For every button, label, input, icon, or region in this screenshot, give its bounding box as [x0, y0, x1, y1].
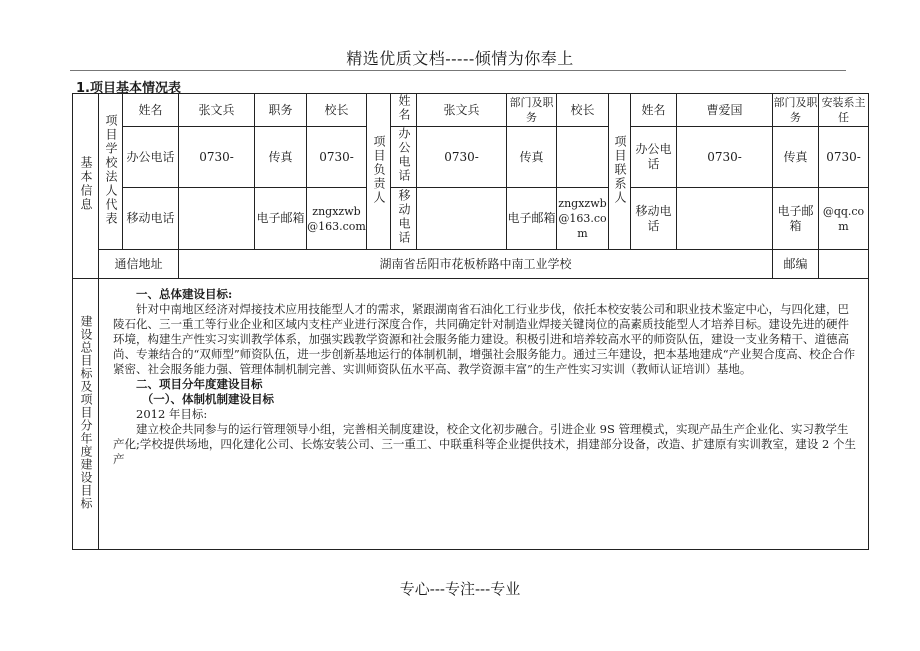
- contact-dept-job: 安装系主任: [819, 94, 869, 127]
- legal-rep-label: 项目学校法人代表: [104, 113, 118, 226]
- leader-label-cell: [367, 94, 391, 250]
- goal-year-2012-text: 建立校企共同参与的运行管理领导小组，完善相关制度建设，校企文化初步融合。引进企业 9S 管理模式，实现产品生产企业化、实习教学生产化;学校提供场地，四化建化公司、长炼安装公司、三一重工、中联重科等企业提供技术，捐建部分设备，改造、扩建原有实训教室，建设 2 个生产: [113, 422, 856, 466]
- fax-label: 传真: [255, 127, 307, 188]
- page-header: 精选优质文档-----倾情为你奉上: [346, 49, 574, 68]
- goal-year-2012-heading: 2012 年目标:: [136, 407, 208, 421]
- legal-rep-label-cell: [99, 94, 123, 250]
- address-value: 湖南省岳阳市花板桥路中南工业学校: [179, 250, 773, 279]
- contact-dept-job-label: 部门及职务: [773, 94, 819, 127]
- address-label: 通信地址: [99, 250, 179, 279]
- contact-label-cell: [609, 94, 631, 250]
- mobile-label: 移动电话: [123, 188, 179, 250]
- leader-office-phone-label: 办公电话: [391, 127, 417, 188]
- goal-overall-text: 针对中南地区经济对焊接技术应用技能型人才的需求，紧跟湖南省石油化工行业步伐，依托本校安装公司和职业技术鉴定中心，与四化建，巴陵石化、三一重工等行业企业和区域内支柱产业进行深度合作，共同确定针对制造业焊接关键岗位的高素质技能型人才培养目标。建设先进的硬件环境，构建生产性实习实训教学体系，加强实践教学资源和社会服务能力建设。积极引进和培养较高水平的师资队伍，建设一支业务精干、道德高尚、专兼结合的“双师型”师资队伍，进一步创新基地运行的体制机制，增强社会服务能力。通过三年建设，把本基地建成“产业契合度高、校企合作紧密、社会服务能力强、管理体制机制完善、实训师资队伍水平高、教学资源丰富”的生产性实习实训（教师认证培训）基地。: [113, 302, 856, 376]
- goal-heading-mechanism: （一）、体制机制建设目标: [141, 392, 274, 406]
- job-label: 职务: [255, 94, 307, 127]
- contact-office-phone-label: 办公电话: [631, 127, 677, 188]
- contact-label: 项目联系人: [613, 134, 627, 205]
- goal-heading-overall: 一、总体建设目标:: [136, 287, 233, 301]
- legal-rep-job: 校长: [307, 94, 367, 127]
- basic-info-label-cell: [73, 94, 99, 279]
- leader-label: 项目负责人: [372, 134, 386, 205]
- leader-mobile: [417, 188, 507, 250]
- goal-heading-annual: 二、项目分年度建设目标: [136, 377, 263, 391]
- project-info-table: [72, 93, 869, 550]
- contact-mobile: [677, 188, 773, 250]
- postcode-label: 邮编: [773, 250, 819, 279]
- postcode-value: [819, 250, 869, 279]
- name-label: 姓名: [123, 94, 179, 127]
- contact-email: @qq.com: [819, 188, 869, 250]
- goals-content: [99, 279, 869, 550]
- section-title: 1.项目基本情况表: [76, 81, 181, 96]
- contact-name: 曹爱国: [677, 94, 773, 127]
- leader-dept-job-label: 部门及职务: [507, 94, 557, 127]
- legal-rep-fax: 0730-: [307, 127, 367, 188]
- legal-rep-name: 张文兵: [179, 94, 255, 127]
- leader-fax-label: 传真: [507, 127, 557, 188]
- basic-info-label: 基本信息: [79, 156, 93, 212]
- leader-email: zngxzwb@163.com: [557, 188, 609, 250]
- leader-name-label: 姓名: [391, 94, 417, 127]
- email-label: 电子邮箱: [255, 188, 307, 250]
- goals-label: 建设总目标及项目分年度建设目标: [79, 314, 93, 510]
- contact-fax-label: 传真: [773, 127, 819, 188]
- legal-rep-office-phone: 0730-: [179, 127, 255, 188]
- page-footer: 专心---专注---专业: [399, 580, 521, 598]
- leader-office-phone: 0730-: [417, 127, 507, 188]
- office-phone-label: 办公电话: [123, 127, 179, 188]
- contact-office-phone: 0730-: [677, 127, 773, 188]
- contact-name-label: 姓名: [631, 94, 677, 127]
- leader-name: 张文兵: [417, 94, 507, 127]
- goals-label-cell: [73, 279, 99, 550]
- leader-dept-job: 校长: [557, 94, 609, 127]
- leader-mobile-label: 移动电话: [391, 188, 417, 250]
- contact-mobile-label: 移动电话: [631, 188, 677, 250]
- header-divider: [70, 70, 846, 71]
- leader-fax: [557, 127, 609, 188]
- legal-rep-mobile: [179, 188, 255, 250]
- legal-rep-email: zngxzwb@163.com: [307, 188, 367, 250]
- leader-email-label: 电子邮箱: [507, 188, 557, 250]
- contact-email-label: 电子邮箱: [773, 188, 819, 250]
- contact-fax: 0730-: [819, 127, 869, 188]
